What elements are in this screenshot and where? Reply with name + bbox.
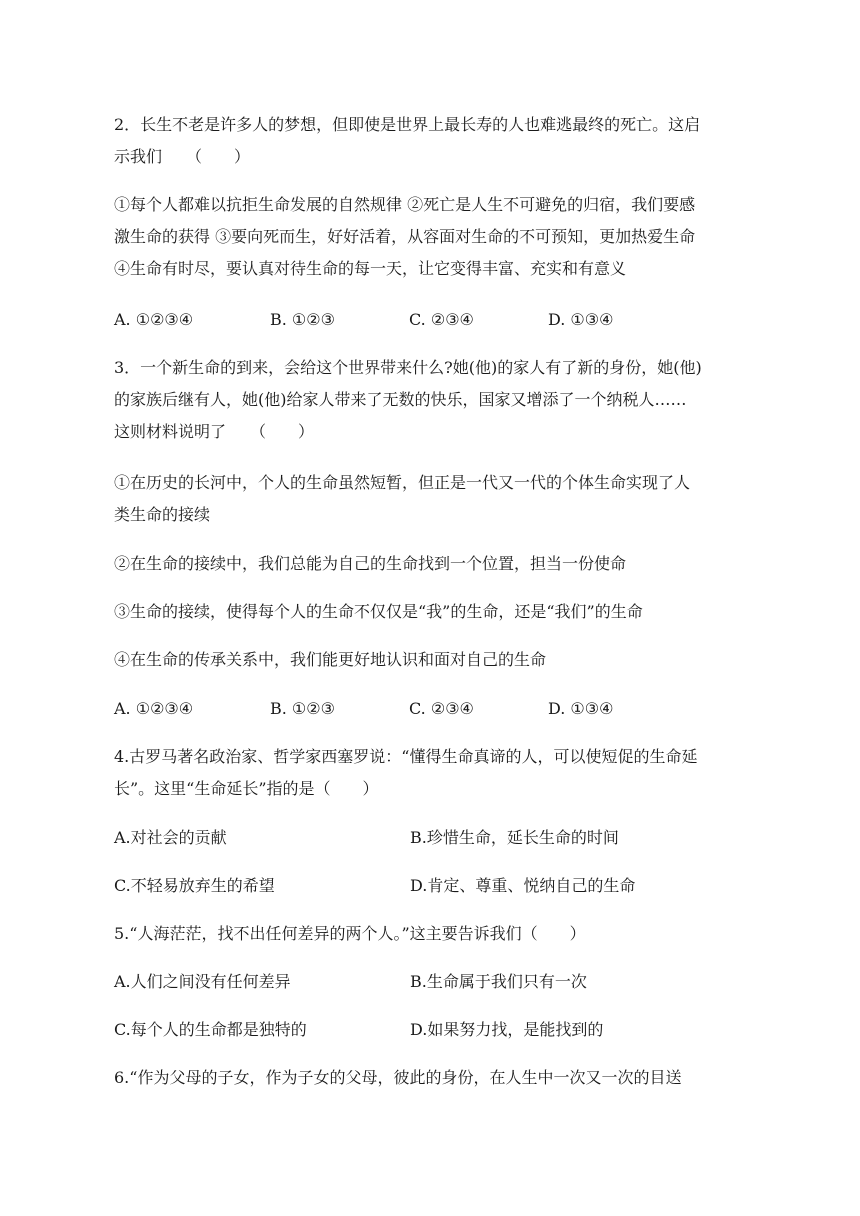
question-4-stem-line-2: 长”。这里“生命延长”指的是（ ）: [114, 779, 379, 798]
question-3-stem-line-2: 的家族后继有人，她(他)给家人带来了无数的快乐，国家又增添了一个纳税人……: [114, 390, 687, 409]
question-5-stem-line-1: 5.“人海茫茫，找不出任何差异的两个人。”这主要告诉我们（ ）: [114, 924, 586, 943]
question-3-option-a[interactable]: A. ①②③④: [114, 699, 194, 718]
question-3-statement-2: ②在生命的接续中，我们总能为自己的生命找到一个位置，担当一份使命: [114, 554, 627, 573]
question-3-statement-1-line-1: ①在历史的长河中，个人的生命虽然短暂，但正是一代又一代的个体生命实现了人: [114, 473, 691, 492]
question-3-option-c[interactable]: C. ②③④: [409, 699, 474, 718]
question-2-option-a[interactable]: A. ①②③④: [114, 310, 194, 329]
question-3-option-d[interactable]: D. ①③④: [548, 699, 614, 718]
question-3-statement-4: ④在生命的传承关系中，我们能更好地认识和面对自己的生命: [114, 650, 547, 669]
question-3-stem-line-3: 这则材料说明了 （ ）: [114, 422, 315, 441]
question-2-option-d[interactable]: D. ①③④: [548, 310, 614, 329]
question-4-option-b[interactable]: B.珍惜生命，延长生命的时间: [410, 828, 619, 847]
question-3-stem-line-1: 3．一个新生命的到来，会给这个世界带来什么?她(他)的家人有了新的身份，她(他): [114, 358, 702, 377]
question-4-stem-line-1: 4.古罗马著名政治家、哲学家西塞罗说：“懂得生命真谛的人，可以使短促的生命延: [114, 747, 698, 766]
question-6-stem-line-1: 6.“作为父母的子女，作为子女的父母，彼此的身份，在人生中一次又一次的目送: [114, 1068, 682, 1087]
question-3-statement-1-line-2: 类生命的接续: [114, 505, 211, 524]
question-2-stem-line-1: 2．长生不老是许多人的梦想，但即使是世界上最长寿的人也难逃最终的死亡。这启: [114, 115, 701, 134]
question-5-option-a[interactable]: A.人们之间没有任何差异: [114, 972, 291, 991]
question-5-option-b[interactable]: B.生命属于我们只有一次: [410, 972, 587, 991]
question-4-option-c[interactable]: C.不轻易放弃生的希望: [114, 876, 275, 895]
question-2-statement-line-1: ①每个人都难以抗拒生命发展的自然规律 ②死亡是人生不可避免的归宿，我们要感: [114, 195, 696, 214]
question-4-option-a[interactable]: A.对社会的贡献: [114, 828, 227, 847]
question-2-option-c[interactable]: C. ②③④: [409, 310, 474, 329]
question-4-option-d[interactable]: D.肯定、尊重、悦纳自己的生命: [410, 876, 636, 895]
question-2-option-b[interactable]: B. ①②③: [270, 310, 335, 329]
question-5-option-c[interactable]: C.每个人的生命都是独特的: [114, 1020, 307, 1039]
question-2-statement-line-3: ④生命有时尽，要认真对待生命的每一天，让它变得丰富、充实和有意义: [114, 259, 627, 278]
question-3-statement-3: ③生命的接续，使得每个人的生命不仅仅是“我”的生命，还是“我们”的生命: [114, 602, 643, 621]
question-3-option-b[interactable]: B. ①②③: [270, 699, 335, 718]
question-5-option-d[interactable]: D.如果努力找，是能找到的: [410, 1020, 604, 1039]
question-2-stem-line-2: 示我们 （ ）: [114, 147, 251, 166]
question-2-statement-line-2: 激生命的获得 ③要向死而生，好好活着，从容面对生命的不可预知，更加热爱生命: [114, 227, 696, 246]
